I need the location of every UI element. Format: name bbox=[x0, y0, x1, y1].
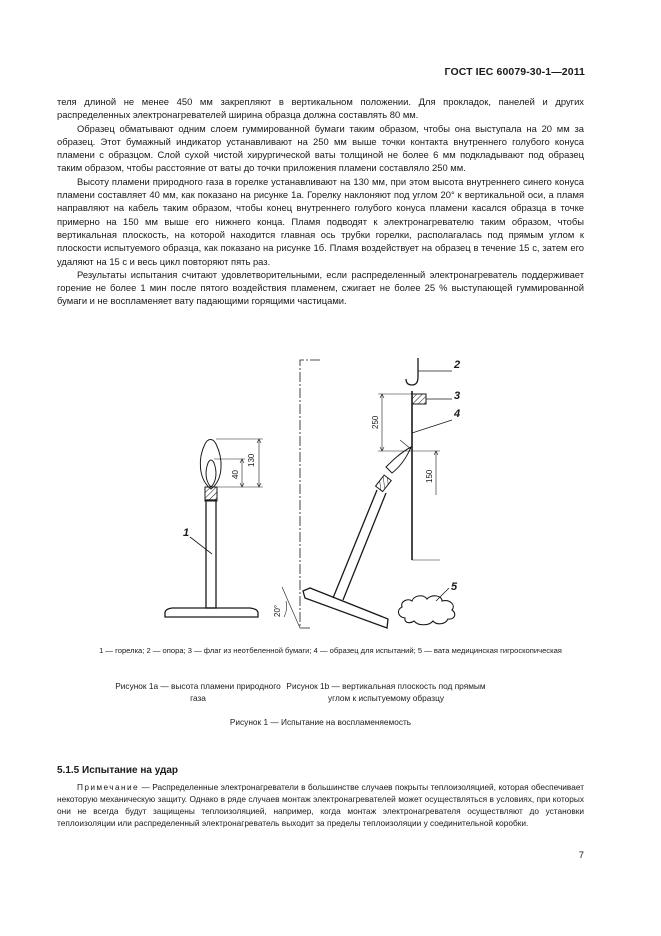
page-number: 7 bbox=[578, 850, 584, 861]
note-text: — Распределенные электронагреватели в большинстве случаев покрыты теплоизоляцией, которая обеспечивает некоторую механическую защиту. Однако в ряде случаев монтаж электронагревателей может осуществляться в условиях, при которых они не всегда будут защищены теплоизоляцией, например, когда монтаж электронагревателя осуществляют до установки теплоизоляции или распределенный электронагреватель выходит за пределы теплоизоляции у соединительной коробки. bbox=[57, 782, 584, 828]
note-paragraph bbox=[57, 782, 584, 830]
burner-tube bbox=[206, 500, 216, 608]
tilted-burner-tube-b bbox=[343, 493, 386, 600]
tilted-burner-nozzle bbox=[376, 475, 392, 492]
test-setup-figure-1b bbox=[282, 358, 455, 628]
body-text bbox=[57, 95, 584, 308]
callout-4: 4 bbox=[454, 408, 461, 420]
dim-150: 150 bbox=[425, 469, 434, 483]
figure-parts-caption: 1 — горелка; 2 — опора; 3 — флаг из неотбеленной бумаги; 4 — образец для испытаний; 5 — вата медицинская гигроскопическая bbox=[99, 646, 562, 655]
callout-1: 1 bbox=[183, 527, 190, 539]
dim-angle: 20° bbox=[273, 604, 282, 617]
paragraph-2: Образец обматывают одним слоем гуммированной бумаги таким образом, чтобы она выступала на 20 мм за образец. Этот бумажный индикатор устанавливают на 250 мм выше точки контакта внутреннего голубого конуса пламени с образцом. Слой сухой чистой хирургической ваты толщиной не более 6 мм подкладывают под образец таким образом, чтобы расстояние от ваты до точки приложения пламени составляло 250 мм. bbox=[57, 122, 584, 174]
document-header: ГОСТ IEC 60079-30-1—2011 bbox=[444, 66, 585, 78]
figure-1a-caption: Рисунок 1а — высота пламени природного газа bbox=[115, 681, 281, 703]
paragraph-1: теля длиной не менее 450 мм закрепляют в вертикальном положении. Для прокладок, панелей и других распределенных электронагревателей ширина образца должна составлять 80 мм. bbox=[57, 96, 584, 121]
figure-1b-caption: Рисунок 1b — вертикальная плоскость под прямым углом к испытуемому образцу bbox=[286, 681, 486, 703]
figure-title: Рисунок 1 — Испытание на воспламеняемость bbox=[229, 717, 412, 727]
flammability-test-figure bbox=[150, 355, 480, 640]
dim-40: 40 bbox=[231, 470, 240, 479]
note-lead: Примечание bbox=[77, 782, 140, 792]
outer-flame bbox=[200, 440, 221, 490]
dim-250: 250 bbox=[371, 415, 380, 429]
dim-130: 130 bbox=[247, 453, 256, 467]
callout-3: 3 bbox=[454, 390, 461, 402]
callout-2: 2 bbox=[454, 359, 461, 371]
tilted-burner-tube-a bbox=[333, 490, 377, 598]
paper-flag bbox=[412, 394, 426, 404]
paragraph-3: Высоту пламени природного газа в горелке устанавливают на 130 мм, при этом высота внутреннего синего конуса пламени составляет 40 мм, как показано на рисунке 1а. Горелку наклоняют под углом 20° к вертикальной оси, а пламя направляют на кабель таким образом, чтобы конец внутреннего голубого конуса пламени касался образца в точке примерно на 150 мм выше его нижнего конца. Пламя подводят к электронагревателю таким образом, чтобы вертикальная плоскость, на которой находится главная ось трубки горелки, располагалась под прямым углом к плоскости испытуемого образца, как показано на рисунке 1б. Пламя воздействует на образец в течение 15 с, затем его удаляют на 15 с и весь цикл повторяют пять раз. bbox=[57, 175, 584, 267]
section-heading: 5.1.5 Испытание на удар bbox=[57, 765, 179, 776]
callout-5: 5 bbox=[451, 581, 458, 593]
cotton-wool bbox=[398, 596, 454, 625]
paragraph-4: Результаты испытания считают удовлетворительными, если распределенный электронагреватель поддерживает горение не более 1 мин после пятого воздействия пламенем, сжигает не более 25 % выступающей гуммированной бумаги и не воспламеняет вату падающими горящими частицами. bbox=[57, 268, 584, 307]
burner-base bbox=[165, 608, 258, 617]
inner-cone bbox=[206, 460, 216, 487]
